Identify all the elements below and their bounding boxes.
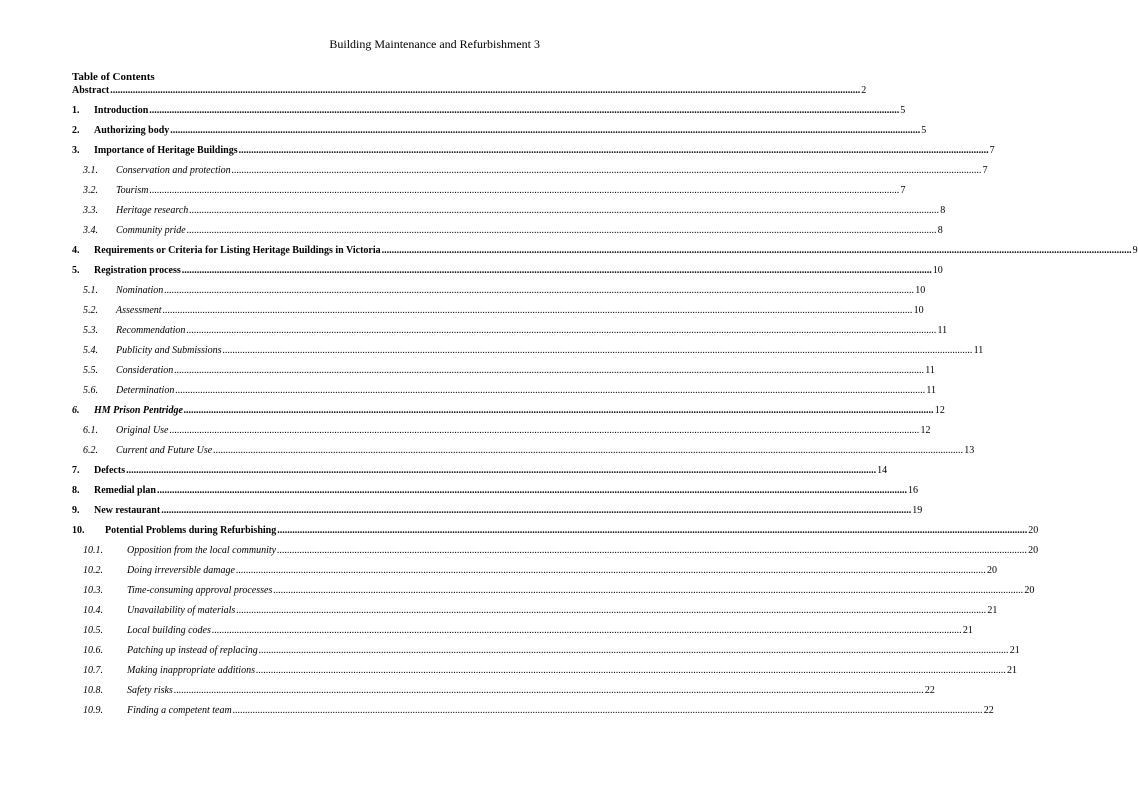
toc-entry-page: 8 — [940, 205, 946, 216]
toc-entry-page: 13 — [964, 445, 975, 456]
toc-dot-leader: ............................................................................................................................................................................................................................................................................................................ — [186, 225, 937, 236]
toc-entry-label: Patching up instead of replacing — [127, 645, 258, 656]
toc-entry-page: 11 — [925, 365, 935, 376]
toc-entry[interactable] — [72, 224, 943, 237]
toc-entry-page: 7 — [989, 145, 995, 156]
toc-entry-page: 20 — [1028, 545, 1039, 556]
toc-entry[interactable] — [72, 184, 906, 197]
toc-dot-leader: ............................................................................................................................................................................................................................................................................................................ — [273, 585, 1024, 596]
toc-entry-number: 5.5. — [83, 365, 98, 376]
toc-entry-label: New restaurant — [94, 505, 161, 516]
toc-entry-number: 5.6. — [83, 385, 98, 396]
toc-entry-label: Importance of Heritage Buildings — [94, 145, 238, 156]
toc-entry-page: 20 — [986, 565, 997, 576]
toc-entry-number: 6.2. — [83, 445, 98, 456]
toc-entry-number: 10.8. — [83, 685, 103, 696]
toc-entry-label: Opposition from the local community — [127, 545, 277, 556]
toc-entry[interactable] — [72, 284, 926, 297]
toc-entry-page: 21 — [962, 625, 973, 636]
toc-dot-leader: ............................................................................................................................................................................................................................................................................................................ — [161, 505, 912, 516]
toc-entry-number: 10. — [72, 525, 85, 536]
toc-entry-number: 3.4. — [83, 225, 98, 236]
toc-title: Table of Contents — [72, 71, 155, 83]
toc-entry-label: Abstract — [72, 85, 110, 96]
toc-dot-leader: ............................................................................................................................................................................................................................................................................................................ — [169, 425, 920, 436]
toc-entry-label: HM Prison Pentridge — [94, 405, 183, 416]
toc-entry[interactable] — [72, 124, 927, 137]
toc-entry-page: 22 — [983, 705, 994, 716]
toc-dot-leader: ............................................................................................................................................................................................................................................................................................................ — [156, 485, 907, 496]
toc-entry-number: 6. — [72, 405, 80, 416]
toc-dot-leader: ............................................................................................................................................................................................................................................................................................................ — [174, 365, 925, 376]
toc-entry-number: 5.1. — [83, 285, 98, 296]
toc-dot-leader: ............................................................................................................................................................................................................................................................................................................ — [236, 605, 987, 616]
toc-entry-label: Making inappropriate additions — [127, 665, 255, 676]
toc-dot-leader: ............................................................................................................................................................................................................................................................................................................ — [258, 645, 1009, 656]
toc-dot-leader: ............................................................................................................................................................................................................................................................................................................ — [277, 525, 1028, 536]
toc-entry[interactable] — [72, 344, 984, 357]
toc-dot-leader: ............................................................................................................................................................................................................................................................................................................ — [183, 405, 934, 416]
toc-entry-number: 1. — [72, 105, 80, 116]
toc-entry-label: Determination — [116, 385, 175, 396]
toc-entry-number: 5.3. — [83, 325, 98, 336]
toc-entry-label: Introduction — [94, 105, 149, 116]
toc-entry-number: 10.1. — [83, 545, 103, 556]
toc-entry[interactable] — [72, 444, 975, 457]
toc-entry-label: Safety risks — [127, 685, 173, 696]
toc-entry[interactable] — [72, 364, 935, 377]
toc-entry-number: 10.3. — [83, 585, 103, 596]
toc-dot-leader: ............................................................................................................................................................................................................................................................................................................ — [170, 125, 921, 136]
toc-entry[interactable] — [72, 244, 1138, 257]
toc-entry-page: 22 — [924, 685, 935, 696]
toc-entry-label: Registration process — [94, 265, 181, 276]
toc-entry-number: 6.1. — [83, 425, 98, 436]
toc-entry-page: 12 — [920, 425, 931, 436]
toc-entry-label: Heritage research — [116, 205, 189, 216]
toc-entry-number: 10.2. — [83, 565, 103, 576]
toc-entry-label: Local building codes — [127, 625, 211, 636]
toc-entry-number: 10.5. — [83, 625, 103, 636]
toc-list — [72, 84, 1138, 717]
toc-dot-leader: ............................................................................................................................................................................................................................................................................................................ — [181, 265, 932, 276]
toc-entry-page: 10 — [915, 285, 926, 296]
toc-entry-label: Finding a competent team — [127, 705, 232, 716]
toc-entry[interactable] — [72, 144, 995, 157]
toc-entry-page: 20 — [1024, 585, 1035, 596]
toc-entry-label: Potential Problems during Refurbishing — [105, 525, 277, 536]
toc-entry[interactable] — [72, 504, 923, 517]
toc-entry-label: Authorizing body — [94, 125, 170, 136]
toc-entry-number: 8. — [72, 485, 80, 496]
toc-dot-leader: ............................................................................................................................................................................................................................................................................................................ — [277, 545, 1028, 556]
toc-entry-page: 14 — [877, 465, 888, 476]
toc-entry-number: 10.6. — [83, 645, 103, 656]
toc-entry-label: Conservation and protection — [116, 165, 231, 176]
toc-entry-label: Nomination — [116, 285, 164, 296]
toc-entry[interactable] — [72, 404, 945, 417]
toc-entry-number: 10.7. — [83, 665, 103, 676]
toc-entry-page: 9 — [1132, 245, 1138, 256]
toc-entry[interactable] — [72, 264, 943, 277]
toc-dot-leader: ............................................................................................................................................................................................................................................................................................................ — [186, 325, 937, 336]
toc-entry[interactable] — [72, 624, 973, 637]
toc-entry-label: Consideration — [116, 365, 174, 376]
toc-entry-page: 8 — [937, 225, 943, 236]
toc-entry-label: Remedial plan — [94, 485, 156, 496]
toc-dot-leader: ............................................................................................................................................................................................................................................................................................................ — [189, 205, 940, 216]
toc-entry[interactable] — [72, 384, 936, 397]
toc-entry-number: 2. — [72, 125, 80, 136]
toc-entry[interactable] — [72, 664, 1017, 677]
toc-entry-page: 16 — [907, 485, 918, 496]
toc-entry-page: 21 — [1006, 665, 1017, 676]
toc-entry-number: 10.4. — [83, 605, 103, 616]
toc-dot-leader: ............................................................................................................................................................................................................................................................................................................ — [222, 345, 973, 356]
toc-dot-leader: ............................................................................................................................................................................................................................................................................................................ — [231, 165, 982, 176]
toc-entry-number: 7. — [72, 465, 80, 476]
toc-dot-leader: ............................................................................................................................................................................................................................................................................................................ — [232, 705, 983, 716]
toc-dot-leader: ............................................................................................................................................................................................................................................................................................................ — [126, 465, 877, 476]
toc-entry-label: Community pride — [116, 225, 186, 236]
toc-entry-label: Time-consuming approval processes — [127, 585, 273, 596]
toc-entry[interactable] — [72, 84, 867, 97]
toc-entry[interactable] — [72, 204, 946, 217]
toc-entry[interactable] — [72, 704, 994, 717]
toc-entry[interactable] — [72, 544, 1039, 557]
toc-entry-label: Current and Future Use — [116, 445, 213, 456]
toc-entry-page: 10 — [913, 305, 924, 316]
toc-entry[interactable] — [72, 564, 997, 577]
toc-dot-leader: ............................................................................................................................................................................................................................................................................................................ — [149, 105, 900, 116]
toc-entry-label: Tourism — [116, 185, 149, 196]
toc-entry[interactable] — [72, 464, 888, 477]
toc-dot-leader: ............................................................................................................................................................................................................................................................................................................ — [238, 145, 989, 156]
toc-entry[interactable] — [72, 644, 1020, 657]
toc-entry-number: 3.2. — [83, 185, 98, 196]
toc-entry[interactable] — [72, 104, 906, 117]
toc-entry[interactable] — [72, 324, 948, 337]
running-header: Building Maintenance and Refurbishment 3 — [329, 37, 540, 51]
toc-entry-page: 11 — [973, 345, 984, 356]
toc-entry-label: Unavailability of materials — [127, 605, 236, 616]
toc-entry-page: 20 — [1028, 525, 1039, 536]
toc-entry[interactable] — [72, 604, 998, 617]
toc-dot-leader: ............................................................................................................................................................................................................................................................................................................ — [164, 285, 915, 296]
toc-entry-number: 5. — [72, 265, 80, 276]
toc-entry-number: 3.1. — [83, 165, 98, 176]
toc-entry-page: 12 — [934, 405, 945, 416]
toc-entry-number: 3. — [72, 145, 80, 156]
toc-entry-page: 5 — [900, 105, 906, 116]
toc-entry-page: 21 — [987, 605, 998, 616]
toc-dot-leader: ............................................................................................................................................................................................................................................................................................................ — [110, 85, 861, 96]
toc-entry[interactable] — [72, 524, 1039, 537]
toc-entry-label: Defects — [94, 465, 126, 476]
toc-entry-label: Original Use — [116, 425, 169, 436]
toc-entry[interactable] — [72, 424, 931, 437]
toc-entry[interactable] — [72, 684, 935, 697]
toc-entry-page: 21 — [1009, 645, 1020, 656]
toc-entry-number: 5.2. — [83, 305, 98, 316]
toc-entry-label: Assessment — [116, 305, 162, 316]
toc-dot-leader: ............................................................................................................................................................................................................................................................................................................ — [381, 245, 1132, 256]
toc-entry-page: 2 — [861, 85, 867, 96]
toc-entry-page: 10 — [932, 265, 943, 276]
table-of-contents — [72, 71, 1138, 717]
toc-entry-page: 5 — [921, 125, 927, 136]
toc-entry-number: 5.4. — [83, 345, 98, 356]
toc-dot-leader: ............................................................................................................................................................................................................................................................................................................ — [255, 665, 1006, 676]
toc-entry[interactable] — [72, 484, 918, 497]
toc-entry-page: 7 — [982, 165, 988, 176]
toc-entry-page: 11 — [937, 325, 948, 336]
toc-entry-number: 3.3. — [83, 205, 98, 216]
toc-dot-leader: ............................................................................................................................................................................................................................................................................................................ — [162, 305, 913, 316]
toc-entry-label: Publicity and Submissions — [116, 345, 222, 356]
toc-entry-label: Doing irreversible damage — [127, 565, 235, 576]
toc-dot-leader: ............................................................................................................................................................................................................................................................................................................ — [213, 445, 964, 456]
toc-entry-number: 9. — [72, 505, 80, 516]
toc-dot-leader: ............................................................................................................................................................................................................................................................................................................ — [211, 625, 962, 636]
toc-dot-leader: ............................................................................................................................................................................................................................................................................................................ — [149, 185, 900, 196]
toc-entry-number: 4. — [72, 245, 80, 256]
toc-entry-page: 19 — [912, 505, 923, 516]
toc-dot-leader: ............................................................................................................................................................................................................................................................................................................ — [173, 685, 924, 696]
toc-dot-leader: ............................................................................................................................................................................................................................................................................................................ — [175, 385, 926, 396]
toc-entry[interactable] — [72, 584, 1035, 597]
toc-entry[interactable] — [72, 304, 924, 317]
toc-dot-leader: ............................................................................................................................................................................................................................................................................................................ — [235, 565, 986, 576]
toc-entry-page: 11 — [926, 385, 936, 396]
toc-entry-number: 10.9. — [83, 705, 103, 716]
toc-entry-label: Requirements or Criteria for Listing Heritage Buildings in Victoria — [94, 245, 381, 256]
toc-entry-page: 7 — [900, 185, 906, 196]
toc-entry-label: Recommendation — [116, 325, 186, 336]
toc-entry[interactable] — [72, 164, 988, 177]
